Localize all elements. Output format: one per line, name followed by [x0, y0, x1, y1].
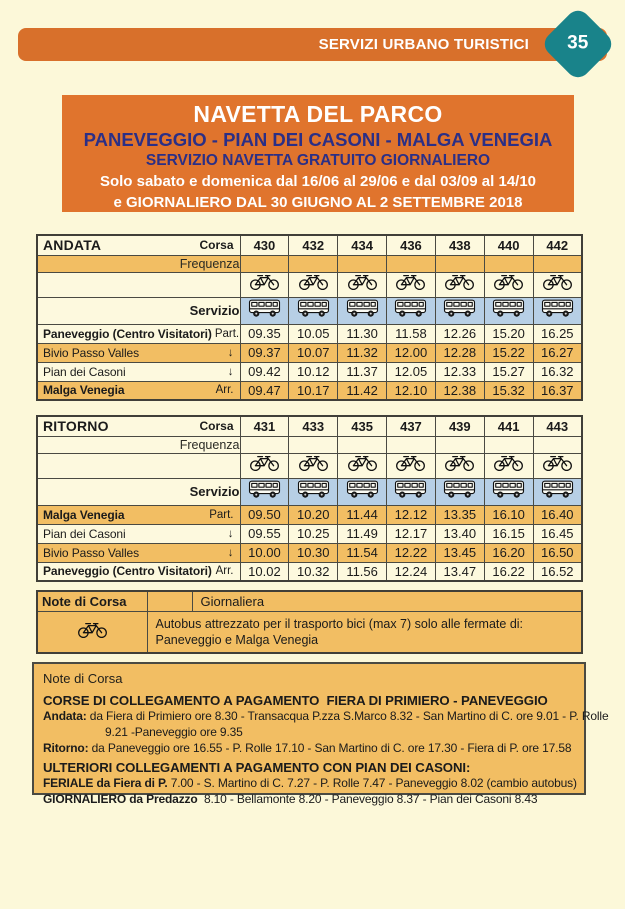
stop-label-cell: [37, 381, 240, 400]
notes-line: Andata: da Fiera di Primiero ore 8.30 - Transacqua P.zza S.Marco 8.32 - San Martino di C. ore 9.01 - P. Rolle 9.21 -Paneveggio ore 9.35: [43, 709, 609, 739]
note-di-corsa-table: [36, 590, 583, 654]
bicycle-icon: [298, 273, 329, 291]
bus-cell: [289, 297, 338, 324]
route-title-box: [62, 95, 574, 212]
stop-row: [37, 524, 582, 543]
route-subtitle: SERVIZIO NAVETTA GRATUITO GIORNALIERO: [145, 152, 491, 169]
bicycle-icon: [395, 273, 426, 291]
bus-cell: [387, 297, 436, 324]
time-cell: 11.44: [338, 505, 387, 524]
corsa-label: Corsa: [199, 419, 234, 434]
bike-cell: [338, 272, 387, 297]
time-cell: 16.10: [484, 505, 533, 524]
time-cell: 12.12: [387, 505, 436, 524]
bicycle-icon: [542, 454, 573, 472]
corsa-number-cell: 432: [289, 235, 338, 255]
bus-icon: [394, 479, 427, 499]
bus-cell: [240, 478, 289, 505]
stop-label-cell: [37, 362, 240, 381]
corsa-number-cell: 434: [338, 235, 387, 255]
bike-cell: [240, 272, 289, 297]
time-cell: 12.05: [387, 362, 436, 381]
time-cell: 12.17: [387, 524, 436, 543]
stop-marker: Part.: [209, 508, 234, 521]
frequenza-cell: [387, 436, 436, 453]
direction-label: RITORNO: [43, 418, 109, 435]
bus-cell: [338, 478, 387, 505]
bus-icon: [297, 479, 330, 499]
page-number: 35: [567, 32, 589, 54]
bus-cell: [533, 297, 582, 324]
stop-row: [37, 362, 582, 381]
time-cell: 16.27: [533, 343, 582, 362]
frequenza-label: Frequenza: [37, 436, 240, 453]
bicycle-icon: [77, 621, 108, 639]
stop-label-cell: [37, 562, 240, 581]
time-cell: 15.22: [484, 343, 533, 362]
servizio-label: Servizio: [37, 297, 240, 324]
corsa-number-cell: 439: [435, 416, 484, 436]
bus-icon: [346, 479, 379, 499]
time-cell: 12.22: [387, 543, 436, 562]
bicycle-icon: [249, 454, 280, 472]
time-cell: 13.45: [435, 543, 484, 562]
time-cell: 12.24: [387, 562, 436, 581]
corsa-number-cell: 441: [484, 416, 533, 436]
notes-line-label: GIORNALIERO da Predazzo: [43, 792, 198, 807]
bus-cell: [484, 478, 533, 505]
bike-row-label-cell: [37, 272, 240, 297]
time-cell: 13.35: [435, 505, 484, 524]
time-cell: 11.49: [338, 524, 387, 543]
bike-cell: [435, 272, 484, 297]
corsa-number-cell: 436: [387, 235, 436, 255]
time-cell: 11.54: [338, 543, 387, 562]
frequenza-cell: [240, 255, 289, 272]
time-cell: 13.40: [435, 524, 484, 543]
time-cell: 10.17: [289, 381, 338, 400]
time-cell: 15.27: [484, 362, 533, 381]
bike-transport-note: Autobus attrezzato per il trasporto bici (max 7) solo alle fermate di: Paneveggio e Malga Venegia: [147, 612, 582, 654]
stop-marker: Arr.: [215, 565, 234, 578]
bicycle-icon: [444, 273, 475, 291]
time-cell: 11.30: [338, 324, 387, 343]
bus-cell: [435, 478, 484, 505]
time-cell: 12.26: [435, 324, 484, 343]
bus-cell: [435, 297, 484, 324]
time-cell: 16.15: [484, 524, 533, 543]
time-cell: 15.20: [484, 324, 533, 343]
corsa-number-cell: 437: [387, 416, 436, 436]
servizio-label: Servizio: [37, 478, 240, 505]
corsa-number-cell: 431: [240, 416, 289, 436]
time-cell: 10.00: [240, 543, 289, 562]
time-cell: 10.30: [289, 543, 338, 562]
frequenza-cell: [338, 255, 387, 272]
stop-name: Malga Venegia: [43, 383, 125, 398]
section-header-bar: [18, 28, 607, 61]
time-cell: 13.47: [435, 562, 484, 581]
timetable-andata: [36, 234, 583, 401]
route-stops: PANEVEGGIO - PIAN DEI CASONI - MALGA VENEGIA: [83, 129, 553, 150]
time-cell: 10.20: [289, 505, 338, 524]
notes-line: GIORNALIERO da Predazzo 8.10 - Bellamonte 8.20 - Paneveggio 8.37 - Pian dei Casoni 8.43: [43, 792, 538, 807]
corsa-number-cell: 438: [435, 235, 484, 255]
bus-icon: [492, 479, 525, 499]
frequenza-label: Frequenza: [37, 255, 240, 272]
page-number-badge: [540, 6, 616, 82]
corsa-number-cell: 440: [484, 235, 533, 255]
time-cell: 09.42: [240, 362, 289, 381]
frequenza-cell: [484, 255, 533, 272]
frequenza-cell: [387, 255, 436, 272]
time-cell: 12.10: [387, 381, 436, 400]
stop-name: Bivio Passo Valles: [43, 345, 140, 360]
frequenza-cell: [289, 255, 338, 272]
time-cell: 09.47: [240, 381, 289, 400]
bicycle-icon: [249, 273, 280, 291]
bike-cell: [338, 453, 387, 478]
bus-icon: [541, 298, 574, 318]
service-period-2: e GIORNALIERO DAL 30 GIUGNO AL 2 SETTEMBRE 2018: [113, 194, 523, 211]
time-cell: 10.07: [289, 343, 338, 362]
section-title: SERVIZI URBANO TURISTICI: [318, 36, 529, 53]
notes-box-title: Note di Corsa: [43, 671, 123, 686]
direction-label: ANDATA: [43, 237, 102, 254]
stop-marker: ↓: [227, 365, 234, 378]
time-cell: 09.35: [240, 324, 289, 343]
stop-name: Pian dei Casoni: [43, 364, 126, 379]
stop-name: Paneveggio (Centro Visitatori): [43, 326, 212, 341]
bus-cell: [387, 478, 436, 505]
note-table-empty-cell: [147, 591, 192, 612]
bicycle-icon: [347, 454, 378, 472]
direction-header-cell: [37, 416, 240, 436]
bus-icon: [248, 479, 281, 499]
bike-cell: [484, 453, 533, 478]
frequenza-cell: [533, 255, 582, 272]
stop-marker: ↓: [227, 346, 234, 359]
bike-cell: [387, 453, 436, 478]
notes-line-label: FERIALE da Fiera di P.: [43, 776, 168, 791]
bicycle-icon: [542, 273, 573, 291]
bike-cell: [289, 272, 338, 297]
bicycle-icon: [493, 454, 524, 472]
stop-label-cell: [37, 343, 240, 362]
stop-marker: ↓: [227, 546, 234, 559]
time-cell: 16.45: [533, 524, 582, 543]
bike-cell: [387, 272, 436, 297]
bike-cell: [240, 453, 289, 478]
time-cell: 16.50: [533, 543, 582, 562]
stop-name: Bivio Passo Valles: [43, 545, 140, 560]
time-cell: 16.25: [533, 324, 582, 343]
stop-label-cell: [37, 543, 240, 562]
time-cell: 10.25: [289, 524, 338, 543]
note-table-bike-cell: [37, 612, 147, 654]
route-title: NAVETTA DEL PARCO: [193, 101, 443, 127]
bicycle-icon: [347, 273, 378, 291]
stop-marker: ↓: [227, 527, 234, 540]
corsa-number-cell: 433: [289, 416, 338, 436]
frequenza-cell: [240, 436, 289, 453]
direction-header-cell: [37, 235, 240, 255]
bus-icon: [492, 298, 525, 318]
frequenza-cell: [533, 436, 582, 453]
corsa-number-cell: 443: [533, 416, 582, 436]
time-cell: 16.40: [533, 505, 582, 524]
time-cell: 16.37: [533, 381, 582, 400]
bike-cell: [435, 453, 484, 478]
time-cell: 11.42: [338, 381, 387, 400]
stop-marker: Part.: [214, 327, 240, 340]
bike-cell: [533, 453, 582, 478]
stop-row: [37, 324, 582, 343]
time-cell: 12.28: [435, 343, 484, 362]
stop-label-cell: [37, 524, 240, 543]
bicycle-icon: [444, 454, 475, 472]
frequenza-cell: [338, 436, 387, 453]
frequenza-cell: [435, 436, 484, 453]
bicycle-icon: [395, 454, 426, 472]
time-cell: 11.32: [338, 343, 387, 362]
bus-icon: [443, 479, 476, 499]
stop-row: [37, 543, 582, 562]
time-cell: 11.58: [387, 324, 436, 343]
bus-icon: [443, 298, 476, 318]
timetables-area: [36, 234, 583, 654]
notes-line: Ritorno: da Paneveggio ore 16.55 - P. Rolle 17.10 - San Martino di C. ore 17.30 - Fiera di P. ore 17.58: [43, 740, 572, 755]
stop-row: [37, 381, 582, 400]
notes-line: FERIALE da Fiera di P. 7.00 - S. Martino di C. 7.27 - P. Rolle 7.47 - Paneveggio 8.02 (cambio autobus): [43, 776, 577, 791]
bus-cell: [240, 297, 289, 324]
corsa-number-cell: 435: [338, 416, 387, 436]
time-cell: 09.37: [240, 343, 289, 362]
bike-row-label-cell: [37, 453, 240, 478]
timetable-ritorno: [36, 415, 583, 582]
bicycle-icon: [298, 454, 329, 472]
bus-icon: [346, 298, 379, 318]
time-cell: 16.20: [484, 543, 533, 562]
corsa-number-cell: 442: [533, 235, 582, 255]
bus-icon: [297, 298, 330, 318]
bike-cell: [484, 272, 533, 297]
stop-row: [37, 562, 582, 581]
bicycle-icon: [493, 273, 524, 291]
stop-name: Pian dei Casoni: [43, 526, 126, 541]
stop-row: [37, 343, 582, 362]
notes-heading: CORSE DI COLLEGAMENTO A PAGAMENTO FIERA DI PRIMIERO - PANEVEGGIO: [43, 693, 548, 708]
note-table-value: Giornaliera: [192, 591, 582, 612]
notes-sections: [43, 693, 609, 808]
time-cell: 10.05: [289, 324, 338, 343]
time-cell: 10.32: [289, 562, 338, 581]
time-cell: 12.38: [435, 381, 484, 400]
stop-row: [37, 505, 582, 524]
frequenza-cell: [484, 436, 533, 453]
bus-cell: [338, 297, 387, 324]
note-table-label: Note di Corsa: [37, 591, 147, 612]
stop-name: Malga Venegia: [43, 507, 125, 522]
stop-label-cell: [37, 505, 240, 524]
stop-marker: Arr.: [215, 384, 234, 397]
time-cell: 12.33: [435, 362, 484, 381]
bus-icon: [248, 298, 281, 318]
bus-icon: [541, 479, 574, 499]
bus-cell: [289, 478, 338, 505]
notes-box: [32, 662, 609, 807]
time-cell: 16.52: [533, 562, 582, 581]
time-cell: 09.55: [240, 524, 289, 543]
notes-line-label: Andata:: [43, 709, 87, 723]
stop-name: Paneveggio (Centro Visitatori): [43, 564, 212, 579]
time-cell: 15.32: [484, 381, 533, 400]
time-cell: 11.56: [338, 562, 387, 581]
notes-line-label: Ritorno:: [43, 740, 89, 755]
corsa-number-cell: 430: [240, 235, 289, 255]
frequenza-cell: [435, 255, 484, 272]
bus-cell: [484, 297, 533, 324]
time-cell: 10.12: [289, 362, 338, 381]
corsa-label: Corsa: [199, 238, 234, 253]
bus-icon: [394, 298, 427, 318]
bike-cell: [289, 453, 338, 478]
time-cell: 10.02: [240, 562, 289, 581]
bus-cell: [533, 478, 582, 505]
time-cell: 09.50: [240, 505, 289, 524]
frequenza-cell: [289, 436, 338, 453]
stop-label-cell: [37, 324, 240, 343]
time-cell: 11.37: [338, 362, 387, 381]
service-period-1: Solo sabato e domenica dal 16/06 al 29/06 e dal 03/09 al 14/10: [99, 173, 537, 190]
bike-cell: [533, 272, 582, 297]
time-cell: 12.00: [387, 343, 436, 362]
time-cell: 16.32: [533, 362, 582, 381]
notes-heading: ULTERIORI COLLEGAMENTI A PAGAMENTO CON PIAN DEI CASONI:: [43, 760, 471, 776]
time-cell: 16.22: [484, 562, 533, 581]
